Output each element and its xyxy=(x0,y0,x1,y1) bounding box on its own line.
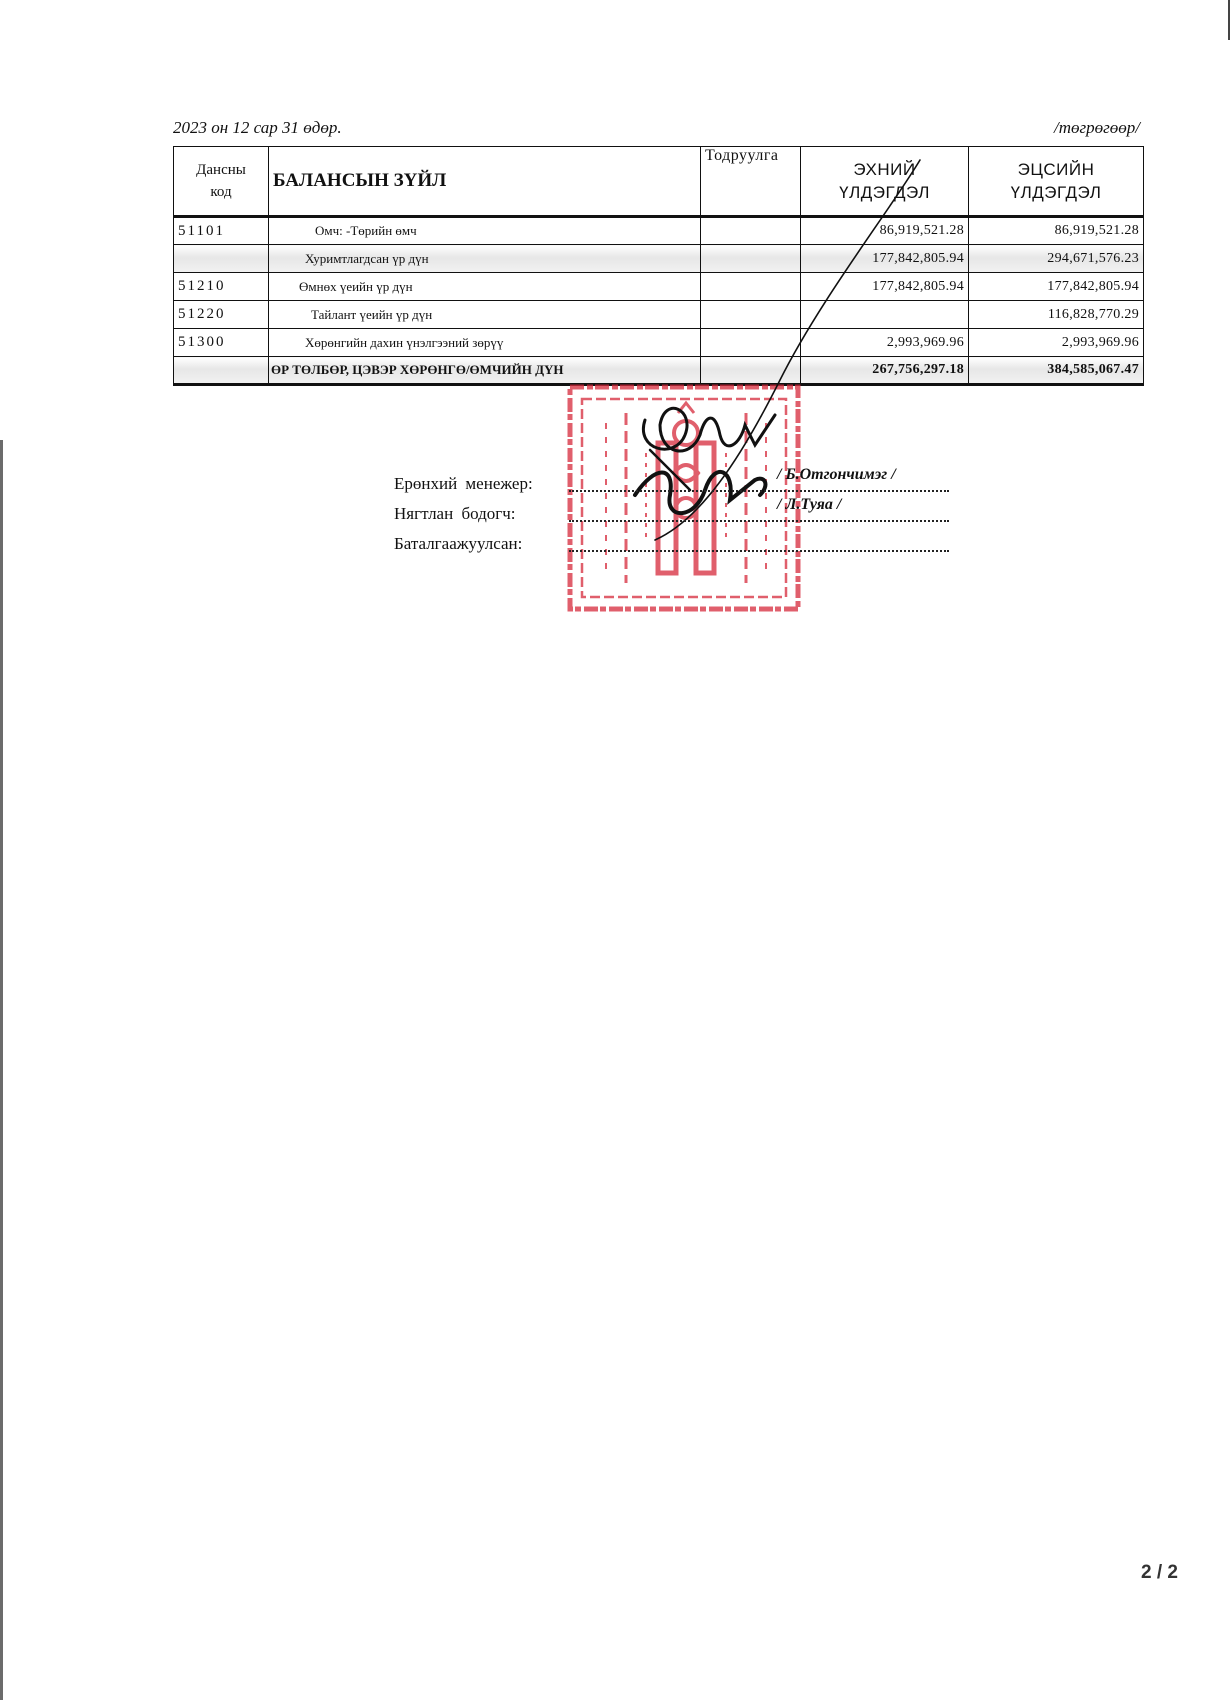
header-begin-line2: ҮЛДЭГДЭЛ xyxy=(839,183,930,202)
signature-row xyxy=(394,530,954,560)
header-end-line1: ЭЦСИЙН xyxy=(1017,160,1095,179)
account-code: 51101 xyxy=(174,217,269,245)
signature-line xyxy=(569,550,949,552)
signatory-name: / Б.Отгончимэг / xyxy=(777,466,896,483)
closing-balance: 86,919,521.28 xyxy=(969,217,1144,245)
balance-item: Хөрөнгийн дахин үнэлгээний зөрүү xyxy=(269,329,701,357)
balance-item: Өмнөх үеийн үр дүн xyxy=(269,273,701,301)
report-date: 2023 он 12 сар 31 өдөр. xyxy=(173,118,342,137)
balance-item: Омч: -Төрийн өмч xyxy=(269,217,701,245)
header-account-code xyxy=(174,147,269,217)
closing-balance: 2,993,969.96 xyxy=(969,329,1144,357)
signature-line xyxy=(569,490,949,492)
signature-row xyxy=(394,466,954,500)
balance-item: Тайлант үеийн үр дүн xyxy=(269,301,701,329)
header-begin-line1: ЭХНИЙ xyxy=(853,160,916,179)
header-note: Тодруулга xyxy=(701,147,801,217)
account-code xyxy=(174,357,269,385)
opening-balance: 86,919,521.28 xyxy=(801,217,969,245)
currency-unit: /төгрөгөөр/ xyxy=(1054,118,1140,137)
closing-balance: 116,828,770.29 xyxy=(969,301,1144,329)
balance-item: Хуримтлагдсан үр дүн xyxy=(269,245,701,273)
opening-balance: 2,993,969.96 xyxy=(801,329,969,357)
opening-balance: 177,842,805.94 xyxy=(801,245,969,273)
signature-label: Баталгаажуулсан: xyxy=(394,534,523,553)
account-code: 51220 xyxy=(174,301,269,329)
account-code: 51210 xyxy=(174,273,269,301)
total-label: ӨР ТӨЛБӨР, ЦЭВЭР ХӨРӨНГӨ/ӨМЧИЙН ДҮН xyxy=(269,357,701,385)
closing-balance: 294,671,576.23 xyxy=(969,245,1144,273)
account-code xyxy=(174,245,269,273)
header-code-line2: код xyxy=(210,184,232,200)
header-code-line1: Дансны xyxy=(196,162,246,178)
total-opening-balance: 267,756,297.18 xyxy=(801,357,969,385)
page-number: 2 / 2 xyxy=(1141,1562,1178,1583)
signature-block xyxy=(394,466,954,560)
header-balance-item: БАЛАНСЫН ЗҮЙЛ xyxy=(269,147,701,217)
header-end-line2: ҮЛДЭГДЭЛ xyxy=(1010,183,1102,202)
signature-label: Нягтлан бодогч: xyxy=(394,504,516,523)
signature-label: Ерөнхий менежер: xyxy=(394,474,533,493)
scan-edge xyxy=(0,440,3,1700)
signatory-name: / Л.Туяа / xyxy=(777,496,842,513)
signature-row xyxy=(394,496,954,530)
opening-balance: 177,842,805.94 xyxy=(801,273,969,301)
header-closing-balance xyxy=(969,147,1144,217)
account-code: 51300 xyxy=(174,329,269,357)
total-closing-balance: 384,585,067.47 xyxy=(969,357,1144,385)
closing-balance: 177,842,805.94 xyxy=(969,273,1144,301)
signature-line xyxy=(569,520,949,522)
